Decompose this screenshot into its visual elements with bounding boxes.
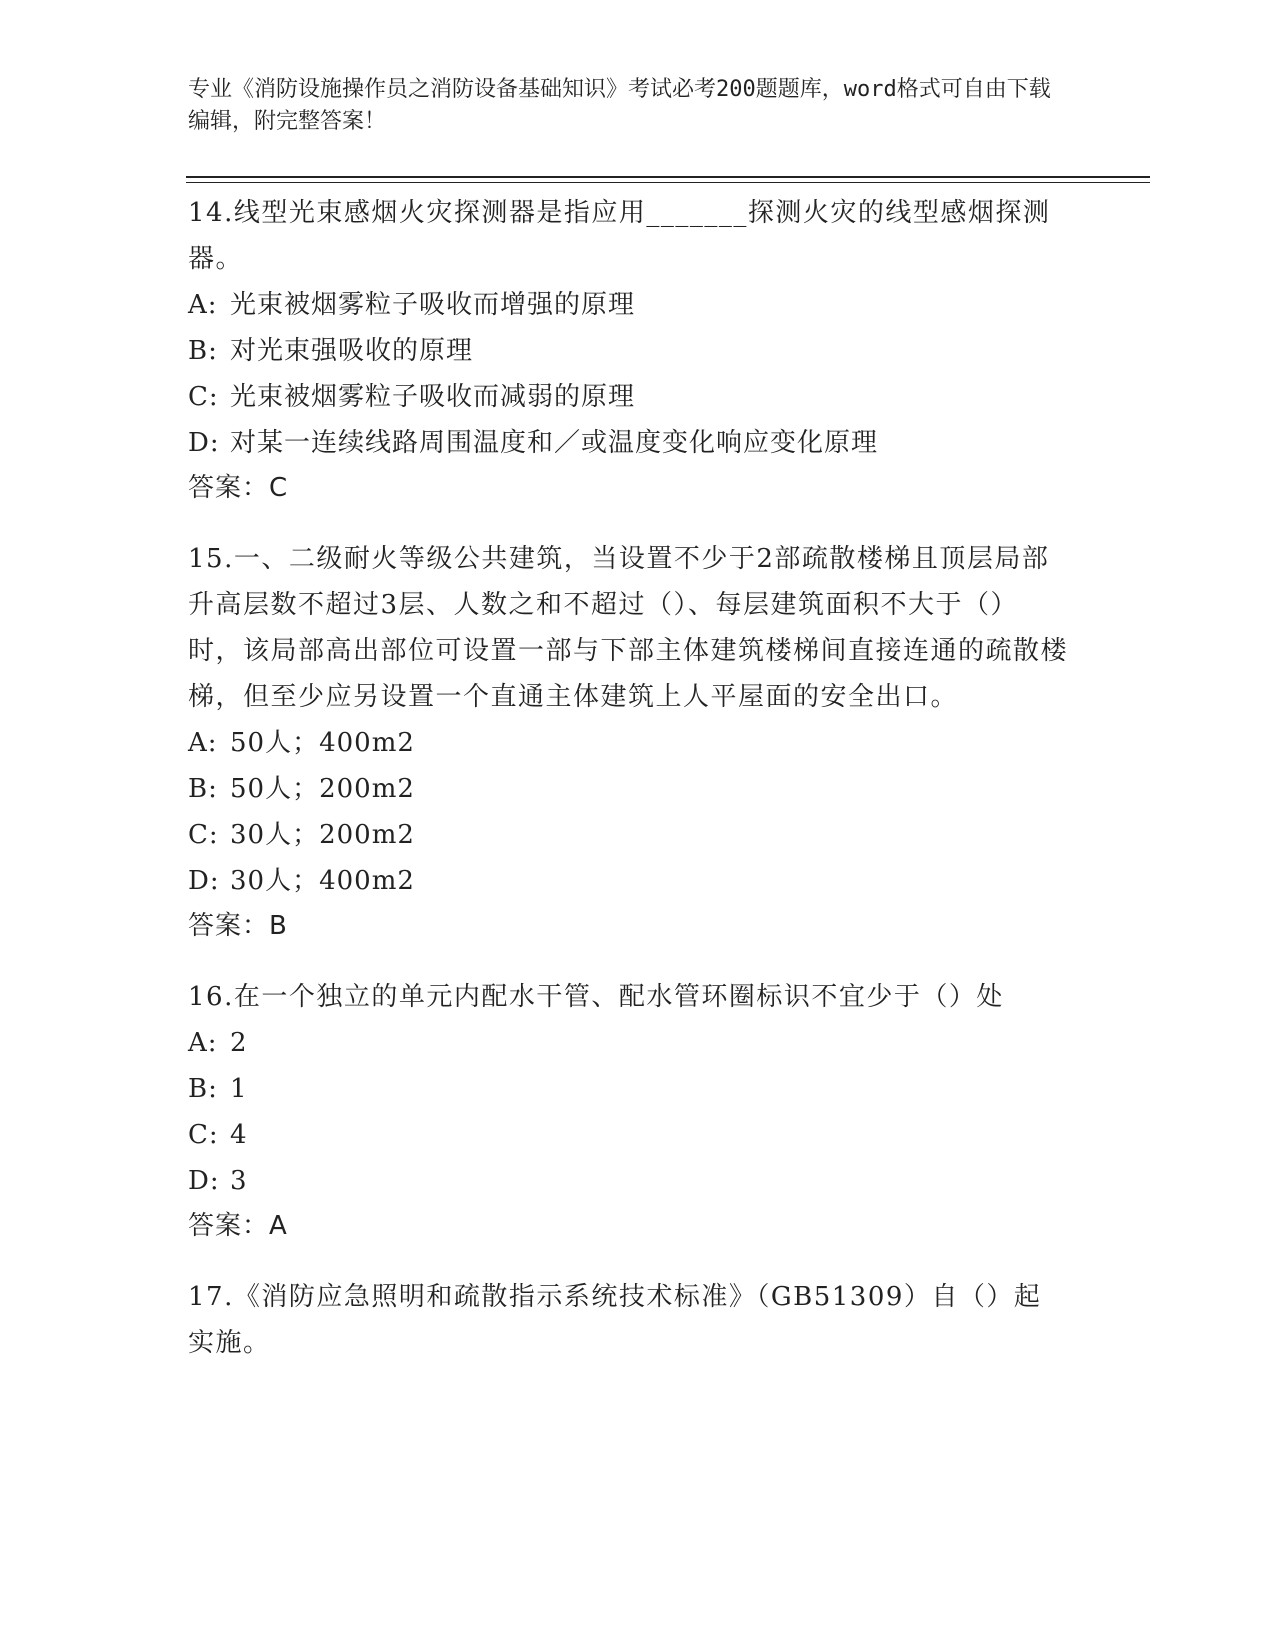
question-list bbox=[188, 190, 1068, 1392]
option-b bbox=[188, 1066, 1068, 1112]
option-text: 1 bbox=[230, 1074, 248, 1104]
option-letter: C: bbox=[188, 382, 219, 412]
answer-line: 答案：A bbox=[188, 1211, 288, 1241]
option-letter: B: bbox=[188, 1074, 218, 1104]
option-letter: D: bbox=[188, 866, 220, 896]
option-letter: C: bbox=[188, 820, 219, 850]
answer-line: 答案：C bbox=[188, 473, 289, 503]
option-text: 3 bbox=[230, 1166, 248, 1196]
option-text: 2 bbox=[230, 1028, 248, 1058]
option-text: 光束被烟雾粒子吸收而减弱的原理 bbox=[230, 382, 636, 412]
option-a bbox=[188, 282, 1068, 328]
option-c bbox=[188, 812, 1068, 858]
option-a bbox=[188, 1020, 1068, 1066]
option-text: 50人；400m2 bbox=[230, 728, 415, 758]
header-divider-thick bbox=[186, 176, 1150, 178]
option-c bbox=[188, 1112, 1068, 1158]
option-b bbox=[188, 328, 1068, 374]
answer-line: 答案：B bbox=[188, 911, 288, 941]
header-divider-thin bbox=[186, 182, 1150, 183]
option-text: 50人；200m2 bbox=[230, 774, 415, 804]
option-letter: A: bbox=[188, 728, 218, 758]
question-text: 16.在一个独立的单元内配水干管、配水管环圈标识不宜少于（）处 bbox=[188, 982, 1004, 1012]
option-letter: C: bbox=[188, 1120, 219, 1150]
question-text: 14.线型光束感烟火灾探测器是指应用_______探测火灾的线型感烟探测器。 bbox=[188, 198, 1051, 274]
option-c bbox=[188, 374, 1068, 420]
option-d bbox=[188, 1158, 1068, 1204]
question-text: 15.一、二级耐火等级公共建筑，当设置不少于2部疏散楼梯且顶层局部升高层数不超过3层、人数之和不超过（）、每层建筑面积不大于（）时，该局部高出部位可设置一部与下部主体建筑楼梯间直接连通的疏散楼梯，但至少应另设置一个直通主体建筑上人平屋面的安全出口。 bbox=[188, 544, 1069, 712]
option-b bbox=[188, 766, 1068, 812]
option-a bbox=[188, 720, 1068, 766]
option-letter: A: bbox=[188, 290, 218, 320]
option-text: 对某一连续线路周围温度和／或温度变化响应变化原理 bbox=[230, 428, 879, 458]
option-text: 对光束强吸收的原理 bbox=[230, 336, 474, 366]
question-15 bbox=[188, 536, 1068, 948]
option-d bbox=[188, 858, 1068, 904]
question-text: 17.《消防应急照明和疏散指示系统技术标准》（GB51309）自（）起实施。 bbox=[188, 1282, 1042, 1358]
option-letter: B: bbox=[188, 774, 218, 804]
question-16 bbox=[188, 974, 1068, 1248]
option-letter: D: bbox=[188, 1166, 220, 1196]
option-text: 30人；400m2 bbox=[230, 866, 415, 896]
question-14 bbox=[188, 190, 1068, 510]
option-text: 30人；200m2 bbox=[230, 820, 415, 850]
document-header: 专业《消防设施操作员之消防设备基础知识》考试必考200题题库，word格式可自由下载编辑，附完整答案！ bbox=[188, 77, 1051, 134]
option-letter: D: bbox=[188, 428, 220, 458]
option-letter: A: bbox=[188, 1028, 218, 1058]
option-d bbox=[188, 420, 1068, 466]
option-text: 光束被烟雾粒子吸收而增强的原理 bbox=[230, 290, 636, 320]
question-17 bbox=[188, 1274, 1068, 1366]
option-text: 4 bbox=[230, 1120, 248, 1150]
option-letter: B: bbox=[188, 336, 218, 366]
